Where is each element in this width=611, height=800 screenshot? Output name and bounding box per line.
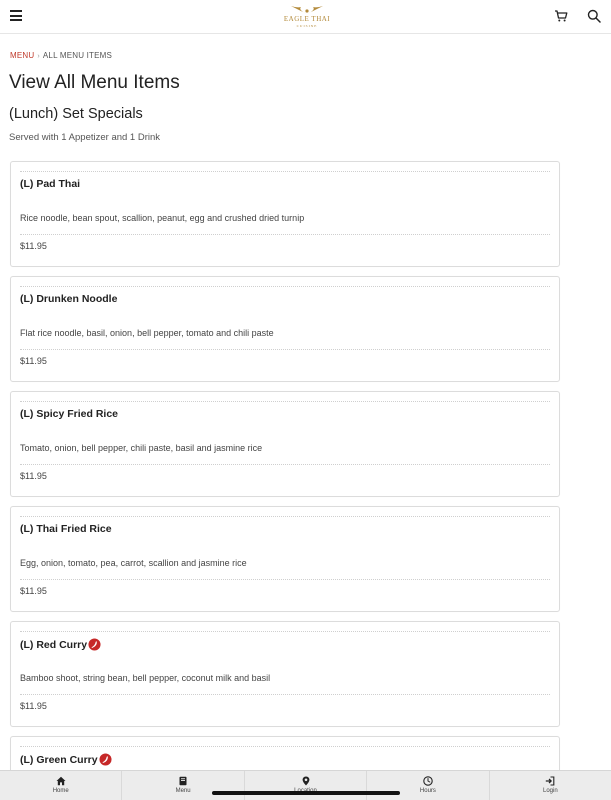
- top-header: [0, 0, 611, 34]
- home-indicator[interactable]: [212, 791, 400, 795]
- logo-subtext: CUISINE: [296, 24, 318, 28]
- divider: [20, 464, 550, 465]
- divider: [20, 579, 550, 580]
- menu-item-name: (L) Pad Thai: [20, 178, 81, 190]
- section-description: Served with 1 Appetizer and 1 Drink: [9, 132, 161, 143]
- menu-item-name: (L) Drunken Noodle: [20, 293, 118, 305]
- divider: [20, 234, 550, 235]
- menu-item-card[interactable]: [10, 391, 560, 497]
- breadcrumb: [10, 51, 112, 60]
- section-title: (Lunch) Set Specials: [9, 106, 143, 122]
- page-title: View All Menu Items: [9, 72, 180, 93]
- menu-item-name: (L) Green Curry: [20, 753, 112, 766]
- divider: [20, 171, 550, 172]
- divider: [20, 349, 550, 350]
- nav-location[interactable]: [245, 771, 367, 800]
- menu-item-card[interactable]: [10, 161, 560, 267]
- location-pin-icon: [301, 776, 311, 786]
- hamburger-icon[interactable]: [10, 10, 22, 21]
- nav-hours[interactable]: [367, 771, 489, 800]
- menu-item-price: $11.95: [20, 241, 47, 251]
- chili-pepper-icon: [88, 638, 101, 651]
- cart-icon[interactable]: [554, 9, 568, 23]
- nav-label: Login: [542, 788, 558, 794]
- nav-login[interactable]: [490, 771, 611, 800]
- clock-icon: [423, 776, 433, 786]
- menu-item-description: Bamboo shoot, string bean, bell pepper, coconut milk and basil: [20, 673, 271, 683]
- divider: [20, 286, 550, 287]
- menu-item-description: Flat rice noodle, basil, onion, bell pepper, tomato and chili paste: [20, 328, 274, 338]
- nav-label: Hours: [419, 788, 436, 794]
- divider: [20, 631, 550, 632]
- home-icon: [56, 776, 66, 786]
- menu-item-card[interactable]: [10, 621, 560, 727]
- menu-item-name: (L) Thai Fried Rice: [20, 523, 112, 535]
- breadcrumb-current: ALL MENU ITEMS: [42, 51, 113, 60]
- divider: [20, 746, 550, 747]
- menu-item-price: $11.95: [20, 701, 47, 711]
- menu-item-name: (L) Spicy Fried Rice: [20, 408, 119, 420]
- chili-pepper-icon: [99, 753, 112, 766]
- login-icon: [545, 776, 555, 786]
- nav-label: Home: [52, 788, 69, 794]
- search-icon[interactable]: [587, 9, 601, 23]
- menu-item-list: [10, 161, 560, 800]
- logo[interactable]: [281, 4, 333, 30]
- breadcrumb-separator: ›: [37, 53, 40, 60]
- logo-text: EAGLE THAI: [283, 15, 331, 23]
- book-icon: [178, 776, 188, 786]
- menu-item-description: Tomato, onion, bell pepper, chili paste, basil and jasmine rice: [20, 443, 263, 453]
- nav-home[interactable]: [0, 771, 122, 800]
- bottom-nav: [0, 770, 611, 800]
- menu-item-card[interactable]: [10, 506, 560, 612]
- divider: [20, 401, 550, 402]
- menu-item-price: $11.95: [20, 586, 47, 596]
- nav-menu[interactable]: [122, 771, 244, 800]
- menu-item-name: (L) Red Curry: [20, 638, 101, 651]
- nav-label: Menu: [175, 788, 191, 794]
- menu-item-price: $11.95: [20, 471, 47, 481]
- menu-item-card[interactable]: [10, 276, 560, 382]
- divider: [20, 516, 550, 517]
- menu-item-description: Egg, onion, tomato, pea, carrot, scallion and jasmine rice: [20, 558, 247, 568]
- breadcrumb-menu-link[interactable]: MENU: [10, 51, 35, 60]
- menu-item-description: Rice noodle, bean spout, scallion, peanut, egg and crushed dried turnip: [20, 213, 305, 223]
- menu-item-price: $11.95: [20, 356, 47, 366]
- divider: [20, 694, 550, 695]
